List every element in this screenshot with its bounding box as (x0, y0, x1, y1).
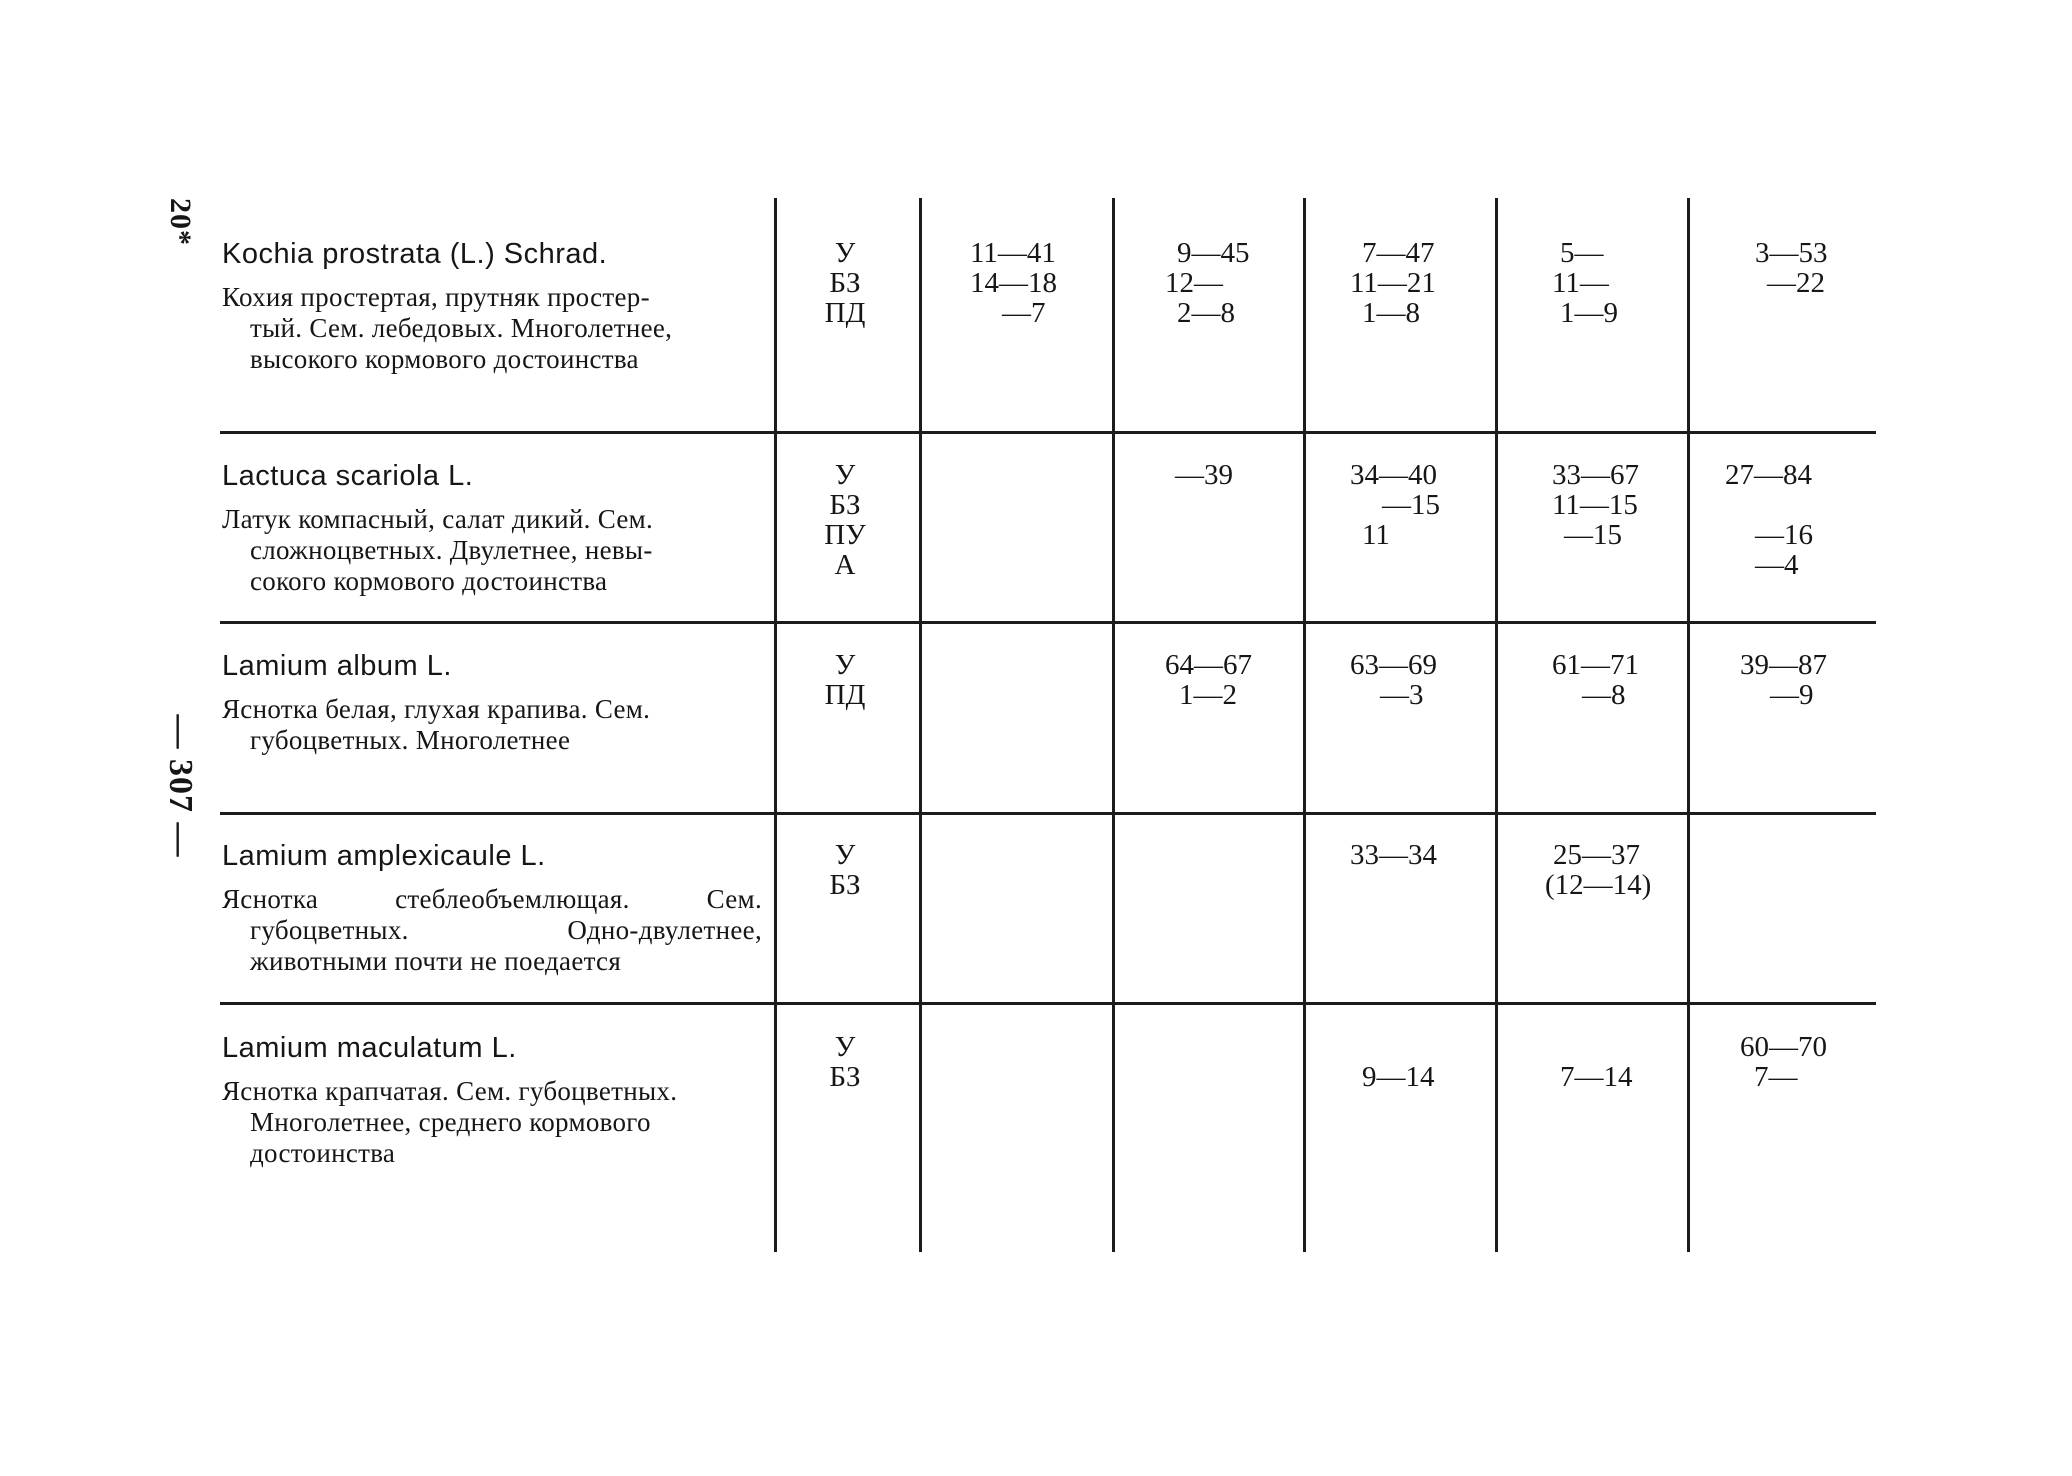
value-cell (1320, 460, 1520, 550)
latin-name: Lamium amplexicaule L. (222, 840, 546, 872)
value-line: 9—14 (1362, 1061, 1435, 1093)
value-cell (1125, 238, 1335, 328)
value-line: 11—15 (1552, 489, 1638, 521)
species-description (222, 1076, 762, 1169)
value-line: 11—41 (970, 237, 1056, 269)
description-line: Яснотка стеблеобъемлющая. Сем. (222, 884, 762, 914)
value-cell (1320, 1032, 1532, 1092)
row-rule (220, 621, 1876, 624)
value-line: 25—37 (1553, 839, 1640, 871)
value-cell (1125, 460, 1345, 490)
value-cell (1320, 238, 1520, 328)
species-description (222, 694, 762, 756)
column-rule (1495, 198, 1498, 1252)
value-line: 7—47 (1362, 237, 1435, 269)
value-line: 5— (1560, 237, 1604, 269)
description-line: сложноцветных. Двулетнее, невы- (250, 535, 653, 565)
zone-code: БЗ (829, 1061, 861, 1093)
latin-name: Kochia prostrata (L.) Schrad. (222, 238, 608, 270)
value-line: 12— (1165, 267, 1223, 299)
value-line: 9—45 (1177, 237, 1250, 269)
value-line: 14—18 (970, 267, 1057, 299)
value-line: (12—14) (1545, 869, 1652, 901)
zone-code: БЗ (829, 869, 861, 901)
value-line: 3—53 (1755, 237, 1828, 269)
value-line: —39 (1175, 459, 1233, 491)
zone-code: У (834, 839, 856, 871)
value-line: —9 (1770, 679, 1814, 711)
value-line: 34—40 (1350, 459, 1437, 491)
description-line: животными почти не поедается (250, 946, 622, 976)
value-cell (1510, 650, 1722, 710)
value-cell (1320, 840, 1520, 870)
species-description (222, 884, 762, 977)
zone-code: У (834, 459, 856, 491)
value-line: 27—84 (1725, 459, 1812, 491)
zone-code: ПУ (824, 519, 866, 551)
row-rule (220, 1002, 1876, 1005)
value-cell (1700, 1032, 1910, 1092)
column-rule (919, 198, 922, 1252)
page-number: — 307 — (162, 714, 199, 858)
value-line: —4 (1755, 549, 1799, 581)
description-line: Кохия простертая, прутняк простер- (222, 282, 650, 312)
value-line: 11 (1362, 519, 1390, 551)
value-line: 11— (1552, 267, 1609, 299)
value-line (1362, 1032, 1532, 1062)
zone-codes-cell (790, 650, 900, 710)
description-line: губоцветных. Одно-двулетнее, (250, 915, 762, 945)
zone-codes-cell (790, 1032, 900, 1092)
value-line: 64—67 (1165, 649, 1252, 681)
zone-codes-cell (790, 460, 900, 580)
value-line: —8 (1582, 679, 1626, 711)
value-line: 2—8 (1177, 297, 1235, 329)
column-rule (1303, 198, 1306, 1252)
zone-code: ПД (824, 679, 866, 711)
value-line: 63—69 (1350, 649, 1437, 681)
value-line: 39—87 (1740, 649, 1827, 681)
description-line: достоинства (250, 1138, 396, 1168)
value-cell (1700, 650, 1910, 710)
value-line: 33—67 (1552, 459, 1639, 491)
value-line: 1—2 (1179, 679, 1237, 711)
value-line: 33—34 (1350, 839, 1437, 871)
description-line: губоцветных. Многолетнее (250, 725, 571, 755)
value-cell (1125, 650, 1335, 710)
description-line: Латук компасный, салат дикий. Сем. (222, 504, 654, 534)
species-description (222, 504, 762, 597)
value-line: —7 (1002, 297, 1046, 329)
value-cell (1700, 460, 1895, 580)
zone-code: У (834, 649, 856, 681)
value-line: 60—70 (1740, 1031, 1827, 1063)
value-cell (1510, 460, 1722, 550)
value-line: —3 (1380, 679, 1424, 711)
value-cell (935, 238, 1130, 328)
signature-mark: 20* (164, 198, 197, 246)
value-line: 1—9 (1560, 297, 1618, 329)
description-line: Яснотка крапчатая. Сем. губоцветных. (222, 1076, 678, 1106)
row-rule (220, 812, 1876, 815)
zone-code: ПД (824, 297, 866, 329)
value-cell (1510, 238, 1722, 328)
value-line: —15 (1564, 519, 1622, 551)
value-line (1725, 490, 1895, 520)
value-cell (1510, 1032, 1730, 1092)
species-description (222, 282, 762, 375)
zone-code: БЗ (829, 267, 861, 299)
value-line: 7— (1754, 1061, 1798, 1093)
description-line: тый. Сем. лебедовых. Многолетнее, (250, 313, 673, 343)
description-line: высокого кормового достоинства (250, 344, 639, 374)
latin-name: Lactuca scariola L. (222, 460, 474, 492)
zone-code: У (834, 237, 856, 269)
zone-codes-cell (790, 840, 900, 900)
latin-name: Lamium album L. (222, 650, 452, 682)
value-cell (1510, 840, 1715, 900)
zone-code: БЗ (829, 489, 861, 521)
value-line: 7—14 (1560, 1061, 1633, 1093)
description-line: сокого кормового достоинства (250, 566, 608, 596)
description-line: Яснотка белая, глухая крапива. Сем. (222, 694, 651, 724)
latin-name: Lamium maculatum L. (222, 1032, 517, 1064)
value-line: —15 (1382, 489, 1440, 521)
value-cell (1700, 238, 1925, 298)
value-line: 1—8 (1362, 297, 1420, 329)
column-rule (1687, 198, 1690, 1252)
column-rule (774, 198, 777, 1252)
description-line: Многолетнее, среднего кормового (250, 1107, 651, 1137)
value-line: 61—71 (1552, 649, 1639, 681)
value-line: 11—21 (1350, 267, 1436, 299)
zone-code: А (834, 549, 856, 581)
zone-codes-cell (790, 238, 900, 328)
value-line: —16 (1755, 519, 1813, 551)
value-cell (1320, 650, 1520, 710)
value-line: —22 (1767, 267, 1825, 299)
row-rule (220, 431, 1876, 434)
column-rule (1112, 198, 1115, 1252)
zone-code: У (834, 1031, 856, 1063)
